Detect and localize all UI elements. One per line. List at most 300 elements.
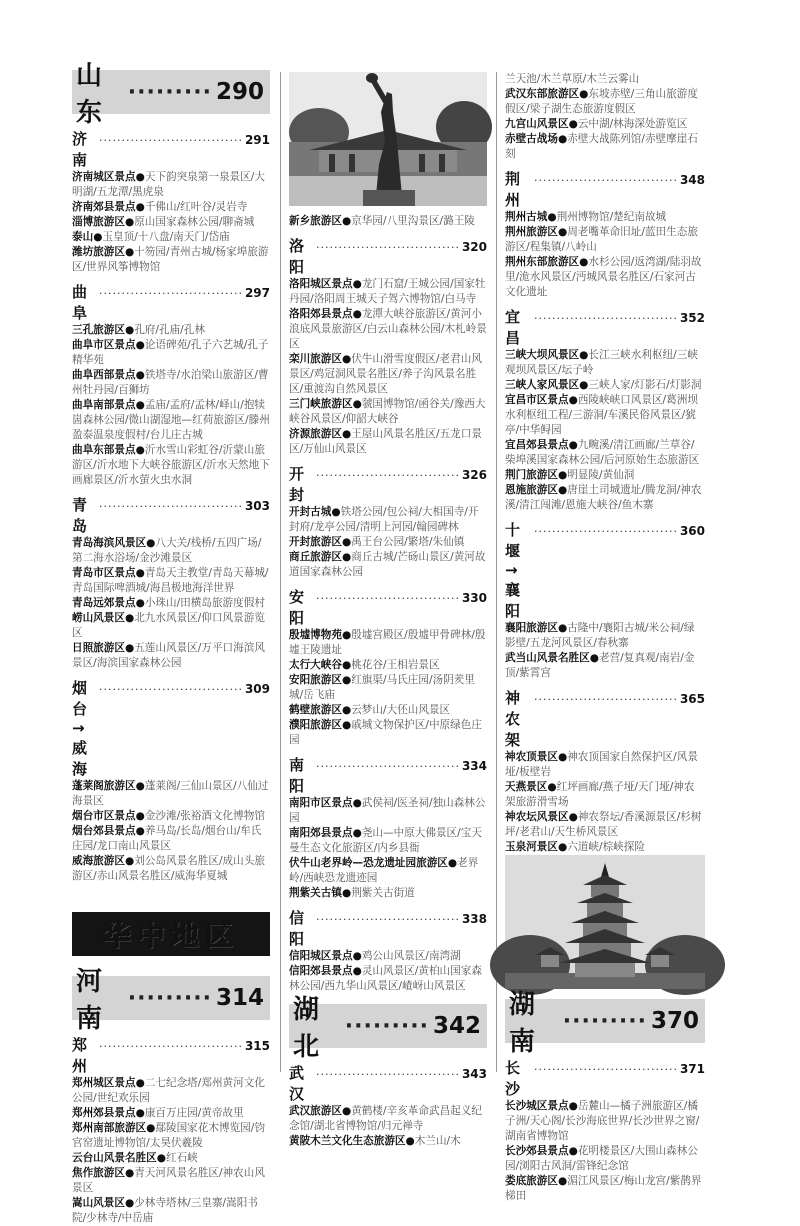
entry-lead: 曲阜市区景点 <box>72 339 136 351</box>
entry-lead: 曲阜南部景点 <box>72 399 136 411</box>
city-page: 315 <box>244 1039 270 1053</box>
bullet-icon: ● <box>341 215 352 227</box>
bullet-icon: ● <box>146 537 156 549</box>
entry-lead: 荆州东部旅游区 <box>505 256 580 268</box>
entry-text: 鄢陵国家花木博览园/钧官窑遗址博物馆/太昊伏羲陵 <box>72 1122 265 1149</box>
city-header[interactable] <box>505 168 705 210</box>
bullet-icon: ● <box>557 133 568 145</box>
entry-lead: 烟台郊县景点 <box>72 825 136 837</box>
entry-lead: 长沙城区景点 <box>505 1100 569 1112</box>
toc-entry <box>289 277 487 307</box>
city-header[interactable] <box>289 586 487 628</box>
bullet-icon: ● <box>124 1167 135 1179</box>
entry-text: 云中湖/林海深处游览区 <box>577 118 688 130</box>
entry-lead: 安阳旅游区 <box>289 674 342 686</box>
city-name: 长沙 <box>505 1059 521 1098</box>
leader-dots: ································ <box>534 174 678 187</box>
leader-dots: ································ <box>99 1040 243 1053</box>
entry-lead: 荆紫关古镇 <box>289 887 342 899</box>
toc-entry <box>505 840 705 855</box>
entry-lead: 新乡旅游区 <box>289 215 342 227</box>
toc-entry <box>72 779 270 809</box>
bullet-icon: ● <box>135 171 145 183</box>
province-header <box>505 990 705 1057</box>
city-header[interactable] <box>289 754 487 796</box>
bullet-icon: ● <box>568 439 578 451</box>
bullet-icon: ● <box>568 118 578 130</box>
toc-entry <box>289 886 487 901</box>
entry-text: 东坡赤壁/三角山旅游度假区/梁子湖生态旅游度假区 <box>505 88 698 115</box>
entry-lead: 南阳郊县景点 <box>289 827 353 839</box>
bullet-icon: ● <box>135 1107 145 1119</box>
entry-text: 殷墟宫殿区/殷墟甲骨碑林/殷墟王陵遗址 <box>289 629 486 656</box>
entry-lead: 长沙郊县景点 <box>505 1145 569 1157</box>
entry-lead: 荆州旅游区 <box>505 226 558 238</box>
toc-entry <box>289 352 487 397</box>
bullet-icon: ● <box>341 887 352 899</box>
province-header <box>289 995 487 1062</box>
bullet-icon: ● <box>579 88 589 100</box>
toc-entry <box>505 378 705 393</box>
bullet-icon: ● <box>547 211 557 223</box>
city-page: 297 <box>244 286 270 300</box>
toc-entry <box>72 536 270 566</box>
entry-text: 灵山风景区/黄柏山国家森林公园/西九华山风景区/嵖岈山风景区 <box>289 965 482 992</box>
entry-lead: 开封旅游区 <box>289 536 342 548</box>
leader-dots: ································ <box>534 312 678 325</box>
entry-text: 兰天池/木兰草原/木兰云雾山 <box>505 73 640 85</box>
toc-entry <box>72 1166 270 1196</box>
bullet-icon: ● <box>124 1197 135 1209</box>
entry-text: 铁塔公园/包公祠/大相国寺/开封府/龙亭公园/清明上河园/翰园碑林 <box>289 506 479 533</box>
entry-text: 鸡公山风景区/南湾湖 <box>361 950 461 962</box>
entry-lead: 武汉东部旅游区 <box>505 88 580 100</box>
entry-text: 古隆中/襄阳古城/米公祠/绿影壁/五龙河风景区/春秋寨 <box>505 622 695 649</box>
bullet-icon: ● <box>135 810 145 822</box>
bullet-icon: ● <box>124 642 135 654</box>
city-page: 291 <box>244 133 270 147</box>
toc-entry <box>505 780 705 810</box>
bullet-icon: ● <box>341 551 352 563</box>
bullet-icon: ● <box>568 394 578 406</box>
toc-entry <box>289 628 487 658</box>
pagoda-photo <box>505 855 705 989</box>
toc-entry <box>72 641 270 671</box>
entry-lead: 三孔旅游区 <box>72 324 125 336</box>
city-page: 365 <box>679 692 705 706</box>
city-name: 曲阜 <box>72 283 88 322</box>
toc-entry <box>505 1099 705 1144</box>
city-header[interactable] <box>505 1057 705 1099</box>
entry-text: 红石峡 <box>166 1152 198 1164</box>
entry-lead: 开封古城 <box>289 506 332 518</box>
entry-lead: 曲阜东部景点 <box>72 444 136 456</box>
toc-entry <box>289 673 487 703</box>
toc-entry <box>72 1196 270 1226</box>
entry-lead: 焦作旅游区 <box>72 1167 125 1179</box>
city-header[interactable] <box>72 494 270 536</box>
city-name: 烟台→威海 <box>72 679 88 778</box>
toc-entry <box>505 651 705 681</box>
bullet-icon: ● <box>135 339 145 351</box>
entry-text: 养马岛/长岛/烟台山/牟氏庄园/龙口南山风景区 <box>72 825 262 852</box>
entry-text: 铁塔寺/水泊梁山旅游区/曹州牡丹园/百狮坊 <box>72 369 269 396</box>
entry-text: 虢国博物馆/函谷关/豫西大峡谷风景区/仰韶大峡谷 <box>289 398 486 425</box>
entry-text: 六道峡/棕峡探险 <box>567 841 645 853</box>
entry-lead: 栾川旅游区 <box>289 353 342 365</box>
bullet-icon: ● <box>93 231 103 243</box>
toc-entry <box>505 750 705 780</box>
entry-lead: 日照旅游区 <box>72 642 125 654</box>
entry-lead: 济南城区景点 <box>72 171 136 183</box>
leader-dots: ········· <box>562 1008 647 1034</box>
entry-text: 荆州博物馆/楚纪南故城 <box>556 211 667 223</box>
city-page: 343 <box>461 1067 487 1081</box>
toc-entry <box>505 210 705 225</box>
entry-lead: 天燕景区 <box>505 781 548 793</box>
city-header[interactable] <box>72 1034 270 1076</box>
leader-dots: ········· <box>127 985 212 1011</box>
bullet-icon: ● <box>341 719 352 731</box>
toc-entry <box>72 368 270 398</box>
toc-entry <box>72 1106 270 1121</box>
entry-text: 十笏园/青州古城/杨家埠旅游区/世界风筝博物馆 <box>72 246 269 273</box>
entry-text: 小珠山/田横岛旅游度假村 <box>144 597 265 609</box>
city-header[interactable] <box>505 687 705 750</box>
entry-text: 龙潭大峡谷旅游区/黄河小浪底风景旅游区/白云山森林公园/木札岭景区 <box>289 308 487 350</box>
bullet-icon: ● <box>568 811 578 823</box>
entry-lead: 曲阜西部景点 <box>72 369 136 381</box>
entry-text: 玉皇顶/十八盘/南天门/岱庙 <box>102 231 230 243</box>
leader-dots: ································ <box>99 287 243 300</box>
city-name: 开封 <box>289 465 305 504</box>
column-1 <box>72 61 270 1226</box>
entry-text: 康百万庄园/黄帝故里 <box>144 1107 244 1119</box>
toc-entry <box>72 1076 270 1106</box>
entry-lead: 青岛海滨风景区 <box>72 537 147 549</box>
province-name: 湖南 <box>509 990 537 1057</box>
bullet-icon: ● <box>341 428 352 440</box>
toc-entry <box>289 796 487 826</box>
bullet-icon: ● <box>352 398 362 410</box>
toc-entry <box>72 338 270 368</box>
entry-lead: 青岛市区景点 <box>72 567 136 579</box>
province-header <box>72 61 270 128</box>
entry-lead: 太行大峡谷 <box>289 659 342 671</box>
toc-entry <box>72 245 270 275</box>
city-name: 洛阳 <box>289 237 305 276</box>
bullet-icon: ● <box>579 349 589 361</box>
entry-text: 黄鹤楼/辛亥革命武昌起义纪念馆/湖北省博物馆/归元禅寺 <box>289 1105 482 1132</box>
city-header[interactable] <box>72 281 270 323</box>
entry-lead: 荆州古城 <box>505 211 548 223</box>
bullet-icon: ● <box>589 652 599 664</box>
city-header[interactable] <box>72 128 270 170</box>
toc-entry <box>72 566 270 596</box>
toc-entry <box>505 225 705 255</box>
city-header[interactable] <box>72 677 270 779</box>
bullet-icon: ● <box>331 506 341 518</box>
toc-entry <box>72 854 270 884</box>
toc-entry <box>72 215 270 230</box>
entry-text: 三峡人家/灯影石/灯影洞 <box>588 379 702 391</box>
monument-photo <box>289 72 487 206</box>
city-name: 武汉 <box>289 1064 305 1103</box>
city-name: 十堰→襄阳 <box>505 521 521 620</box>
bullet-icon: ● <box>447 857 458 869</box>
city-name: 安阳 <box>289 588 305 627</box>
toc-entry <box>72 809 270 824</box>
city-page: 330 <box>461 591 487 605</box>
entry-text: 湄江风景区/梅山龙宫/紫鹊界梯田 <box>505 1175 702 1202</box>
entry-lead: 郑州南部旅游区 <box>72 1122 147 1134</box>
bullet-icon: ● <box>135 597 145 609</box>
photo-pagoda <box>505 855 703 989</box>
entry-lead: 商丘旅游区 <box>289 551 342 563</box>
entry-text: 九畹溪/清江画廊/兰草谷/柴埠溪国家森林公园/后河原始生态旅游区 <box>505 439 700 466</box>
entry-lead: 荆门旅游区 <box>505 469 558 481</box>
bullet-icon: ● <box>557 1175 568 1187</box>
leader-dots: ································ <box>316 592 460 605</box>
toc-entry <box>505 72 705 87</box>
bullet-icon: ● <box>135 825 145 837</box>
toc-entry <box>505 132 705 162</box>
entry-text: 商丘古城/芒砀山景区/黄河故道国家森林公园 <box>289 551 486 578</box>
toc-entry <box>505 810 705 840</box>
entry-lead: 赤壁古战场 <box>505 133 558 145</box>
entry-lead: 恩施旅游区 <box>505 484 558 496</box>
entry-text: 周老嘴革命旧址/蓝田生态旅游区/程集镇/八岭山 <box>505 226 698 253</box>
bullet-icon: ● <box>341 659 352 671</box>
toc-entry <box>72 443 270 488</box>
toc-entry <box>289 550 487 580</box>
entry-text: 千佛山/红叶谷/灵岩寺 <box>144 201 248 213</box>
city-header[interactable] <box>505 306 705 348</box>
leader-dots: ········· <box>344 1013 429 1039</box>
entry-lead: 襄阳旅游区 <box>505 622 558 634</box>
entry-text: 神农祭坛/香溪源景区/杉树坪/老君山/天生桥风景区 <box>505 811 702 838</box>
entry-text: 金沙滩/张裕酒文化博物馆 <box>144 810 265 822</box>
bullet-icon: ● <box>352 797 362 809</box>
entry-text: 五莲山风景区/万平口海滨风景区/海滨国家森林公园 <box>72 642 265 669</box>
entry-text: 水杉公园/返湾湖/陆羽故里/洈水风景区/沔城风景名胜区/石家河古文化遗址 <box>505 256 702 298</box>
entry-lead: 殷墟博物苑 <box>289 629 342 641</box>
entry-text: 尧山—中原大佛景区/宝天曼生态文化旅游区/内乡县衙 <box>289 827 482 854</box>
city-page: 338 <box>461 912 487 926</box>
entry-text: 北九水风景区/仰口风景游览区 <box>72 612 265 639</box>
bullet-icon: ● <box>557 226 568 238</box>
entry-lead: 武当山风景名胜区 <box>505 652 590 664</box>
region-name: 华中地区 <box>102 919 239 952</box>
toc-entry <box>505 438 705 468</box>
toc-entry <box>505 468 705 483</box>
toc-entry <box>505 1144 705 1174</box>
city-name: 神农架 <box>505 689 521 749</box>
entry-text: 禹王台公园/繁塔/朱仙镇 <box>351 536 465 548</box>
city-page: 326 <box>461 468 487 482</box>
city-header[interactable] <box>289 235 487 277</box>
bullet-icon: ● <box>124 216 135 228</box>
entry-lead: 崂山风景区 <box>72 612 125 624</box>
toc-entry <box>289 703 487 718</box>
entry-lead: 济源旅游区 <box>289 428 342 440</box>
toc-entry <box>72 170 270 200</box>
entry-lead: 南阳市区景点 <box>289 797 353 809</box>
city-page: 320 <box>461 240 487 254</box>
bullet-icon: ● <box>341 353 352 365</box>
bullet-icon: ● <box>579 256 589 268</box>
province-page: 314 <box>215 985 264 1011</box>
toc-entry <box>505 348 705 378</box>
city-page: 352 <box>679 311 705 325</box>
entry-text: 八大关/栈桥/五四广场/第二海水浴场/金沙滩景区 <box>72 537 262 564</box>
entry-text: 孟庙/孟府/孟林/峄山/抱犊崮森林公园/微山湖湿地—红荷旅游区/滕州盈泰温泉度假村/台儿庄古城 <box>72 399 270 441</box>
toc-entry <box>289 505 487 535</box>
city-name: 郑州 <box>72 1036 88 1075</box>
column-divider-2 <box>496 72 497 1072</box>
toc-entry <box>289 427 487 457</box>
leader-dots: ································ <box>99 134 243 147</box>
toc-entry <box>505 621 705 651</box>
entry-text: 论语碑苑/孔子六艺城/孔子精华苑 <box>72 339 269 366</box>
entry-text: 长江三峡水利枢纽/三峡观坝风景区/坛子岭 <box>505 349 698 376</box>
photo-monument <box>289 72 487 206</box>
entry-lead: 玉泉河景区 <box>505 841 558 853</box>
bullet-icon: ● <box>352 950 362 962</box>
toc-entry <box>289 214 487 229</box>
bullet-icon: ● <box>557 469 568 481</box>
bullet-icon: ● <box>124 324 135 336</box>
province-page: 370 <box>650 1008 699 1034</box>
entry-lead: 淄博旅游区 <box>72 216 125 228</box>
entry-lead: 泰山 <box>72 231 94 243</box>
entry-lead: 济南郊县景点 <box>72 201 136 213</box>
toc-entry <box>72 1151 270 1166</box>
toc-entry <box>72 398 270 443</box>
bullet-icon: ● <box>135 201 145 213</box>
entry-lead: 烟台市区景点 <box>72 810 136 822</box>
bullet-icon: ● <box>341 704 352 716</box>
entry-lead: 蓬莱阁旅游区 <box>72 780 136 792</box>
city-name: 南阳 <box>289 756 305 795</box>
entry-text: 红坪画廊/燕子垭/天门垭/神农架旅游滑雪场 <box>505 781 695 808</box>
bullet-icon: ● <box>557 841 568 853</box>
entry-text: 京华园/八里沟景区/潞王陵 <box>351 215 475 227</box>
city-page: 334 <box>461 759 487 773</box>
bullet-icon: ● <box>124 612 135 624</box>
entry-lead: 威海旅游区 <box>72 855 125 867</box>
city-header[interactable] <box>289 463 487 505</box>
province-header <box>72 967 270 1034</box>
entry-lead: 云台山风景名胜区 <box>72 1152 157 1164</box>
toc-entry <box>72 323 270 338</box>
entry-lead: 郑州城区景点 <box>72 1077 136 1089</box>
entry-lead: 三门峡旅游区 <box>289 398 353 410</box>
bullet-icon: ● <box>568 1100 578 1112</box>
entry-lead: 青岛远郊景点 <box>72 597 136 609</box>
entry-text: 云梦山/大伾山风景区 <box>351 704 451 716</box>
bullet-icon: ● <box>135 1077 145 1089</box>
toc-entry <box>289 856 487 886</box>
bullet-icon: ● <box>341 536 352 548</box>
bullet-icon: ● <box>568 1145 578 1157</box>
entry-lead: 三峡大坝风景区 <box>505 349 580 361</box>
bullet-icon: ● <box>124 246 135 258</box>
toc-entry <box>289 718 487 748</box>
entry-text: 武侯祠/医圣祠/独山森林公园 <box>289 797 486 824</box>
entry-text: 二七纪念塔/郑州黄河文化公园/世纪欢乐园 <box>72 1077 265 1104</box>
toc-entry <box>289 826 487 856</box>
bullet-icon: ● <box>156 1152 166 1164</box>
column-divider-1 <box>280 72 281 1072</box>
entry-lead: 娄底旅游区 <box>505 1175 558 1187</box>
toc-entry <box>72 200 270 215</box>
entry-text: 青岛天主教堂/青岛天幕城/青岛国际啤酒城/海昌极地海洋世界 <box>72 567 269 594</box>
entry-lead: 信阳郊县景点 <box>289 965 353 977</box>
entry-text: 赤壁大战陈列馆/赤壁摩崖石刻 <box>505 133 698 160</box>
entry-lead: 濮阳旅游区 <box>289 719 342 731</box>
entry-lead: 九宫山风景区 <box>505 118 569 130</box>
province-page: 342 <box>432 1013 481 1039</box>
bullet-icon: ● <box>135 399 145 411</box>
bullet-icon: ● <box>135 369 145 381</box>
leader-dots: ································ <box>99 683 243 696</box>
city-header[interactable] <box>289 907 487 949</box>
entry-text: 明显陵/黄仙洞 <box>567 469 635 481</box>
leader-dots: ································ <box>316 469 460 482</box>
bullet-icon: ● <box>135 780 145 792</box>
column-2 <box>289 72 487 1149</box>
bullet-icon: ● <box>135 567 145 579</box>
toc-entry <box>289 535 487 550</box>
leader-dots: ········· <box>127 79 212 105</box>
province-name: 山东 <box>76 61 104 128</box>
city-page: 309 <box>244 682 270 696</box>
entry-lead: 潍坊旅游区 <box>72 246 125 258</box>
entry-lead: 神农顶景区 <box>505 751 558 763</box>
toc-entry <box>72 824 270 854</box>
city-page: 360 <box>679 524 705 538</box>
bullet-icon: ● <box>124 855 135 867</box>
bullet-icon: ● <box>352 965 362 977</box>
city-header[interactable] <box>289 1062 487 1104</box>
bullet-icon: ● <box>557 484 568 496</box>
bullet-icon: ● <box>557 622 568 634</box>
leader-dots: ································ <box>316 760 460 773</box>
bullet-icon: ● <box>352 827 362 839</box>
toc-entry <box>505 117 705 132</box>
entry-lead: 伏牛山老界岭—恐龙遗址园旅游区 <box>289 857 448 869</box>
city-header[interactable] <box>505 519 705 621</box>
bullet-icon: ● <box>579 379 589 391</box>
entry-text: 孔府/孔庙/孔林 <box>134 324 205 336</box>
entry-text: 神农顶国家自然保护区/风景垭/板壁岩 <box>505 751 698 778</box>
entry-text: 王屋山风景名胜区/五龙口景区/万仙山风景区 <box>289 428 482 455</box>
entry-text: 沂水雪山彩虹谷/沂蒙山旅游区/沂水地下大峡谷旅游区/沂水天然地下画廊景区/沂水萤火虫水洞 <box>72 444 270 486</box>
entry-text: 老营/复真观/南岩/金顶/紫霄宫 <box>505 652 695 679</box>
city-page: 303 <box>244 499 270 513</box>
entry-lead: 洛阳城区景点 <box>289 278 353 290</box>
bullet-icon: ● <box>352 278 362 290</box>
entry-text: 岳麓山—橘子洲旅游区/橘子洲/天心阁/长沙海底世界/长沙世界之窗/湖南省博物馆 <box>505 1100 700 1142</box>
toc-entry <box>72 596 270 611</box>
entry-lead: 宜昌郊县景点 <box>505 439 569 451</box>
entry-lead: 鹤壁旅游区 <box>289 704 342 716</box>
toc-entry <box>505 393 705 438</box>
entry-lead: 洛阳郊县景点 <box>289 308 353 320</box>
province-name: 河南 <box>76 967 104 1034</box>
bullet-icon: ● <box>341 1105 352 1117</box>
